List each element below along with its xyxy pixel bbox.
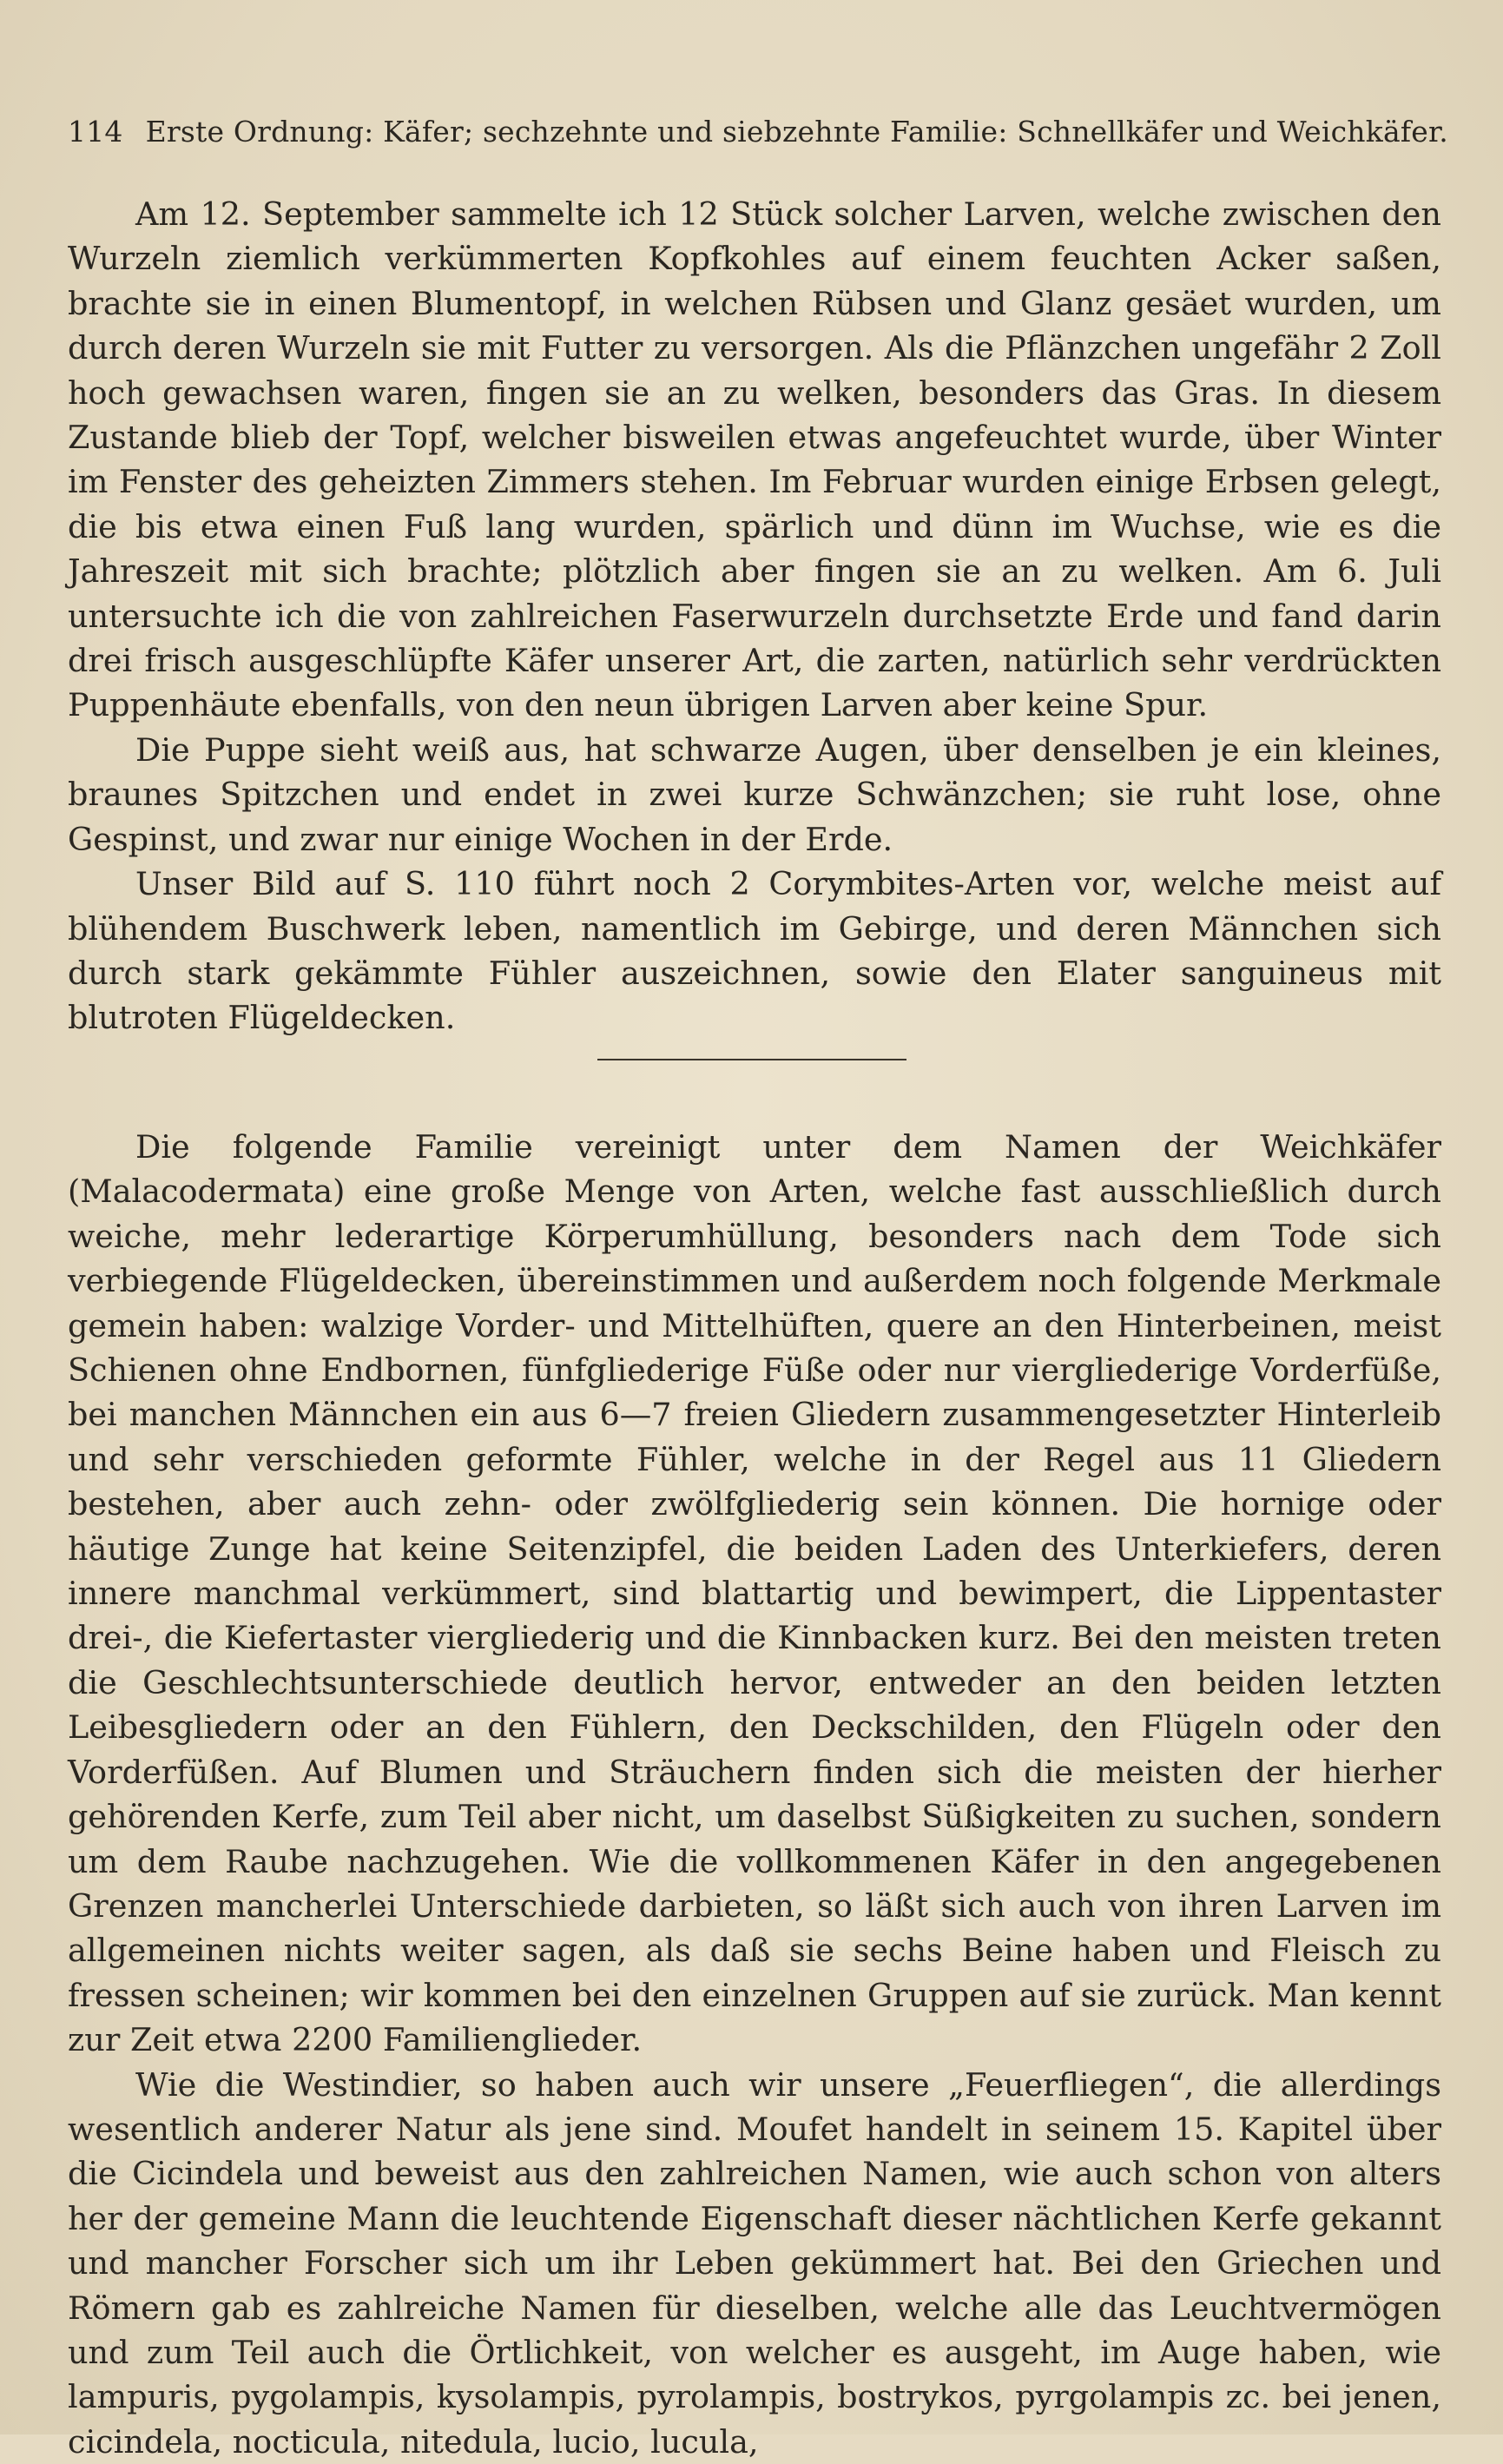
paragraph-pupa: Die Puppe sieht weiß aus, hat schwarze Augen, über denselben je ein kleines, braunes Spitzchen und endet in zwei kurze Schwänzchen; sie ruht lose, ohne Gespinst, und zwar nur einige Wochen in der Erde.: [68, 730, 1441, 858]
paragraph-larvae-observation: Am 12. September sammelte ich 12 Stück solcher Larven, welche zwischen den Wurzeln ziemlich verkümmerten Kopfkohles auf einem feuchten Acker saßen, brachte sie in einen Blumentopf, in welchen Rübsen und Glanz gesäet wurden, um durch deren Wurzeln sie mit Futter zu versorgen. Als die Pflänzchen ungefähr 2 Zoll hoch gewachsen waren, fingen sie an zu welken, besonders das Gras. In diesem Zustande blieb der Topf, welcher bisweilen etwas angefeuchtet wurde, über Winter im Fenster des geheizten Zimmers stehen. Im Februar wurden einige Erbsen gelegt, die bis etwa einen Fuß lang wurden, spärlich und dünn im Wuchse, wie es die Jahreszeit mit sich brachte; plötzlich aber fingen sie an zu welken. Am 6. Juli untersuchte ich die von zahlreichen Faserwurzeln durchsetzte Erde und fand darin drei frisch ausgeschlüpfte Käfer unserer Art, die zarten, natürlich sehr verdrückten Puppenhäute ebenfalls, von den neun übrigen Larven aber keine Spur.: [68, 195, 1441, 724]
page-number: 114: [68, 115, 123, 149]
paragraph-malacodermata-intro: Die folgende Familie vereinigt unter dem Namen der Weichkäfer (Malacodermata) eine große Menge von Arten, welche fast ausschließlich durch weiche, mehr lederartige Körperumhüllung, besonders nach dem Tode sich verbiegende Flügeldecken, übereinstimmen und außerdem noch folgende Merkmale gemein haben: walzige Vorder- und Mittelhüften, quere an den Hinterbeinen, meist Schienen ohne Endbornen, fünfgliederige Füße oder nur viergliederige Vorderfüße, bei manchen Männchen ein aus 6—7 freien Gliedern zusammengesetzter Hinterleib und sehr verschieden geformte Fühler, welche in der Regel aus 11 Gliedern bestehen, aber auch zehn- oder zwölfgliederig sein können. Die hornige oder häutige Zunge hat keine Seitenzipfel, die beiden Laden des Unterkiefers, deren innere manchmal verkümmert, sind blattartig und bewimpert, die Lippentaster drei-, die Kiefertaster viergliederig und die Kinnbacken kurz. Bei den meisten treten die Geschlechtsunterschiede deutlich hervor, entweder an den beiden letzten Leibesgliedern oder an den Fühlern, den Deckschilden, den Flügeln oder den Vorderfüßen. Auf Blumen und Sträuchern finden sich die meisten der hierher gehörenden Kerfe, zum Teil aber nicht, um daselbst Süßigkeiten zu suchen, sondern um dem Raube nachzugehen. Wie die vollkommenen Käfer in den angegebenen Grenzen mancherlei Unterschiede darbieten, so läßt sich auch von ihren Larven im allgemeinen nichts weiter sagen, als daß sie sechs Beine haben und Fleisch zu fressen scheinen; wir kommen bei den einzelnen Gruppen auf sie zurück. Man kennt zur Zeit etwa 2200 Familienglieder.: [68, 1128, 1441, 2059]
section-malacodermata-text: [68, 1125, 1441, 2464]
section-larvae-text: [68, 192, 1441, 1040]
paragraph-corymbites: Unser Bild auf S. 110 führt noch 2 Corymbites-Arten vor, welche meist auf blühendem Buschwerk leben, namentlich im Gebirge, und deren Männchen sich durch stark gekämmte Fühler auszeichnen, sowie den Elater sanguineus mit blutroten Flügeldecken.: [68, 865, 1441, 1037]
section-divider: [597, 1059, 906, 1060]
running-header: [68, 115, 1448, 149]
paragraph-feuerfliegen: Wie die Westindier, so haben auch wir unsere „Feuerfliegen“, die allerdings wesentlich anderer Natur als jene sind. Moufet handelt in seinem 15. Kapitel über die Cicindela und beweist aus den zahlreichen Namen, wie auch schon von alters her der gemeine Mann die leuchtende Eigenschaft dieser nächtlichen Kerfe gekannt und mancher Forscher sich um ihr Leben gekümmert hat. Bei den Griechen und Römern gab es zahlreiche Namen für dieselben, welche alle das Leuchtvermögen und zum Teil auch die Örtlichkeit, von welcher es ausgeht, im Auge haben, wie lampuris, pygolampis, kysolampis, pyrolampis, bostrykos, pyrgolampis zc. bei jenen, cicindela, nocticula, nitedula, lucio, lucula,: [68, 2065, 1441, 2461]
running-title: Erste Ordnung: Käfer; sechzehnte und siebzehnte Familie: Schnellkäfer und Weichkäfer.: [145, 115, 1448, 149]
